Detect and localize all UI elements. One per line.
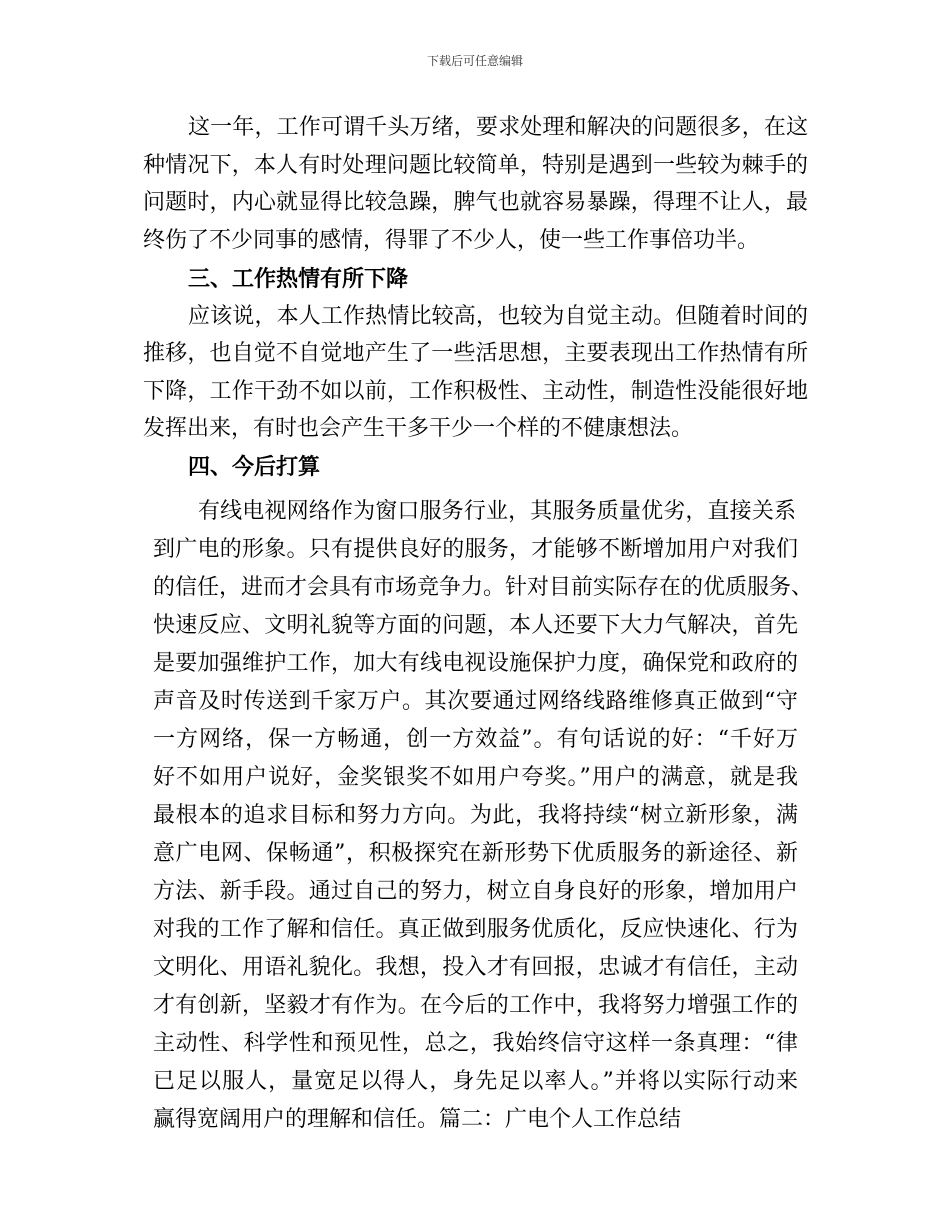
paragraph-line: 赢得宽阔用户的理解和信任。篇二：广电个人工作总结	[153, 1107, 682, 1132]
paragraph-line: 一方网络，保一方畅通，创一方效益”。有句话说的好：“千好万	[153, 727, 798, 752]
paragraph-line: 种情况下，本人有时处理问题比较简单，特别是遇到一些较为棘手的	[143, 153, 808, 178]
paragraph-line: 有线电视网络作为窗口服务行业，其服务质量优劣，直接关系	[198, 499, 796, 524]
paragraph-line: 才有创新，坚毅才有作为。在今后的工作中，我将努力增强工作的	[153, 993, 798, 1018]
paragraph-line: 方法、新手段。通过自己的努力，树立自身良好的形象，增加用户	[153, 879, 798, 904]
paragraph-line: 应该说，本人工作热情比较高，也较为自觉主动。但随着时间的	[188, 304, 808, 329]
section-heading: 三、工作热情有所下降	[188, 266, 409, 292]
section-heading: 四、今后打算	[188, 454, 321, 480]
paragraph-line: 问题时，内心就显得比较急躁，脾气也就容易暴躁，得理不让人，最	[143, 190, 808, 215]
paragraph-line: 到广电的形象。只有提供良好的服务，才能够不断增加用户对我们	[153, 537, 798, 562]
paragraph-line: 意广电网、保畅通”，积极探究在新形势下优质服务的新途径、新	[153, 841, 798, 866]
paragraph-line: 快速反应、文明礼貌等方面的问题，本人还要下大力气解决，首先	[153, 613, 798, 638]
paragraph-line: 是要加强维护工作，加大有线电视设施保护力度，确保党和政府的	[153, 651, 798, 676]
paragraph-line: 推移，也自觉不自觉地产生了一些活思想，主要表现出工作热情有所	[143, 341, 808, 366]
page-header: 下载后可任意编辑	[426, 54, 523, 68]
paragraph-line: 对我的工作了解和信任。真正做到服务优质化，反应快速化、行为	[153, 917, 798, 942]
paragraph-line: 主动性、科学性和预见性，总之，我始终信守这样一条真理：“律	[153, 1031, 798, 1056]
paragraph-line: 发挥出来，有时也会产生干多干少一个样的不健康想法。	[143, 416, 694, 441]
paragraph-line: 下降，工作干劲不如以前，工作积极性、主动性，制造性没能很好地	[143, 379, 808, 404]
paragraph-line: 这一年，工作可谓千头万绪，要求处理和解决的问题很多，在这	[188, 115, 808, 140]
paragraph-line: 好不如用户说好，金奖银奖不如用户夸奖。”用户的满意，就是我	[153, 765, 798, 790]
paragraph-line: 最根本的追求目标和努力方向。为此，我将持续“树立新形象，满	[153, 803, 798, 828]
paragraph-line: 的信任，进而才会具有市场竞争力。针对目前实际存在的优质服务、	[153, 575, 814, 600]
paragraph-line: 声音及时传送到千家万户。其次要通过网络线路维修真正做到“守	[153, 689, 798, 714]
paragraph-line: 文明化、用语礼貌化。我想，投入才有回报，忠诚才有信任，主动	[153, 955, 798, 980]
paragraph-line: 已足以服人，量宽足以得人，身先足以率人。”并将以实际行动来	[153, 1069, 798, 1094]
paragraph-line: 终伤了不少同事的感情，得罪了不少人，使一些工作事倍功半。	[143, 228, 760, 253]
